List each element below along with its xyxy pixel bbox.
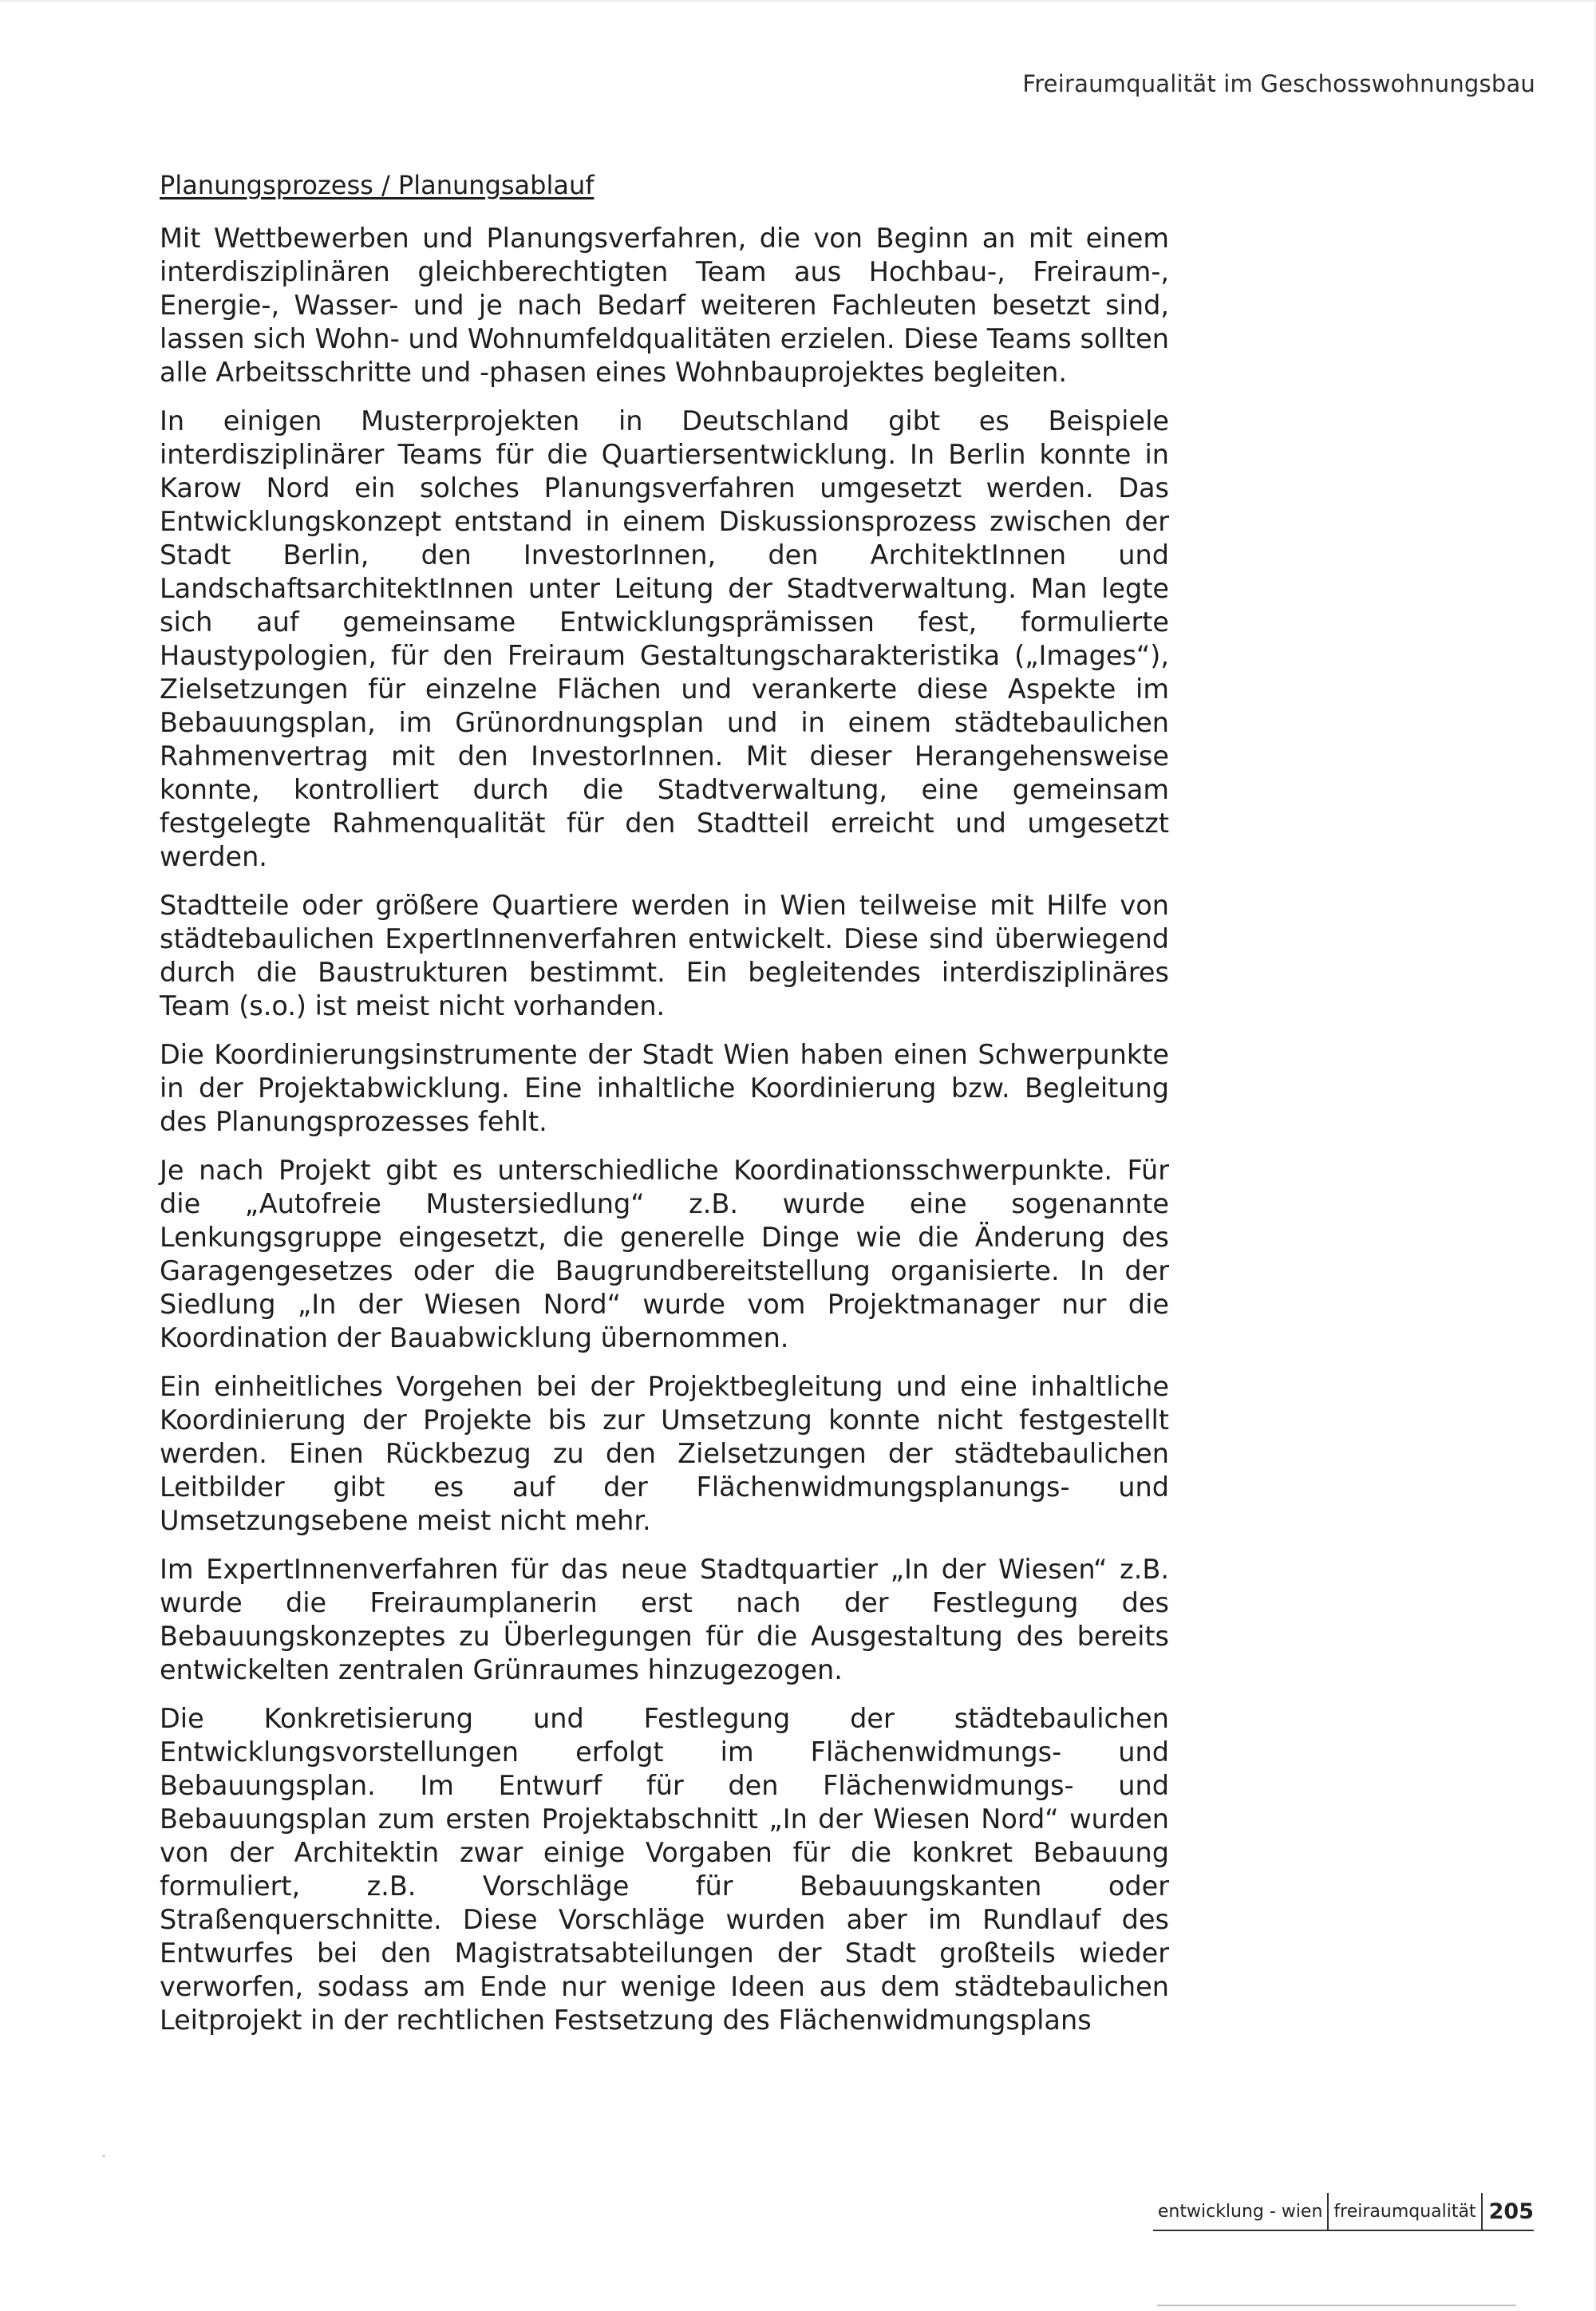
footer-right-label: freiraumqualität [1333, 2201, 1476, 2222]
page-footer [1153, 2193, 1534, 2231]
running-header: Freiraumqualität im Geschosswohnungsbau [1022, 70, 1535, 97]
scan-speck [102, 2155, 105, 2157]
paragraph-3: Stadtteile oder größere Quartiere werden in Wien teilweise mit Hilfe von städtebaulichen ExpertInnenverfahren entwickelt. Diese sind überwiegend durch die Baustrukturen bestimmt. Ein begleitendes interdisziplinäres Team (s.o.) ist meist nicht vorhanden. [160, 890, 1169, 1021]
page-number: 205 [1488, 2198, 1534, 2224]
section-title: Planungsprozess / Planungsablauf [160, 170, 595, 200]
paragraph-6: Ein einheitliches Vorgehen bei der Projektbegleitung und eine inhaltliche Koordinierung der Projekte bis zur Umsetzung konnte nicht festgestellt werden. Einen Rückbezug zu den Zielsetzungen der städtebaulichen Leitbilder gibt es auf der Flächenwidmungsplanungs- und Umsetzungsebene meist nicht mehr. [160, 1371, 1169, 1536]
footer-left-label: entwicklung - wien [1157, 2201, 1323, 2222]
paragraph-5: Je nach Projekt gibt es unterschiedliche Koordinationsschwerpunkte. Für die „Autofreie Mustersiedlung“ z.B. wurde eine sogenannte Lenkungsgruppe eingesetzt, die generelle Dinge wie die Änderung des Garagengesetzes oder die Baugrundbereitstellung organisierte. In der Siedlung „In der Wiesen Nord“ wurde vom Projektmanager nur die Koordination der Bauabwicklung übernommen. [160, 1155, 1169, 1353]
paragraph-1: Mit Wettbewerben und Planungsverfahren, die von Beginn an mit einem interdisziplinären gleichberechtigten Team aus Hochbau-, Freiraum-, Energie-, Wasser- und je nach Bedarf weiteren Fachleuten besetzt sind, lassen sich Wohn- und Wohnumfeldqualitäten erzielen. Diese Teams sollten alle Arbeitsschritte und -phasen eines Wohnbauprojektes begleiten. [160, 223, 1169, 388]
paragraph-7: Im ExpertInnenverfahren für das neue Stadtquartier „In der Wiesen“ z.B. wurde die Freiraumplanerin erst nach der Festlegung des Bebauungskonzeptes zu Überlegungen für die Ausgestaltung des bereits entwickelten zentralen Grünraumes hinzugezogen. [160, 1554, 1169, 1685]
bottom-scan-line [1157, 2305, 1516, 2306]
page-content [160, 169, 1169, 2052]
paragraph-8: Die Konkretisierung und Festlegung der städtebaulichen Entwicklungsvorstellungen erfolgt im Flächenwidmungs- und Bebauungsplan. Im Entwurf für den Flächenwidmungs- und Bebauungsplan zum ersten Projektabschnitt „In der Wiesen Nord“ wurden von der Architektin zwar einige Vorgaben für die konkret Bebauung formuliert, z.B. Vorschläge für Bebauungskanten oder Straßenquerschnitte. Diese Vorschläge wurden aber im Rundlauf des Entwurfes bei den Magistratsabteilungen der Stadt großteils wieder verworfen, sodass am Ende nur wenige Ideen aus dem städtebaulichen Leitprojekt in der rechtlichen Festsetzung des Flächenwidmungsplans [160, 1703, 1169, 2036]
paragraph-2: In einigen Musterprojekten in Deutschland gibt es Beispiele interdisziplinärer Teams für die Quartiersentwicklung. In Berlin konnte in Karow Nord ein solches Planungsverfahren umgesetzt werden. Das Entwicklungskonzept entstand in einem Diskussionsprozess zwischen der Stadt Berlin, den InvestorInnen, den ArchitektInnen und LandschaftsarchitektInnen unter Leitung der Stadtverwaltung. Man legte sich auf gemeinsame Entwicklungsprämissen fest, formulierte Haustypologien, für den Freiraum Gestaltungscharakteristika („Images“), Zielsetzungen für einzelne Flächen und verankerte diese Aspekte im Bebauungsplan, im Grünordnungsplan und in einem städtebaulichen Rahmenvertrag mit den InvestorInnen. Mit dieser Herangehensweise konnte, kontrolliert durch die Stadtverwaltung, eine gemeinsam festgelegte Rahmenqualität für den Stadtteil erreicht und umgesetzt werden. [160, 405, 1169, 872]
paragraph-4: Die Koordinierungsinstrumente der Stadt Wien haben einen Schwerpunkte in der Projektabwicklung. Eine inhaltliche Koordinierung bzw. Begleitung des Planungsprozesses fehlt. [160, 1039, 1169, 1137]
